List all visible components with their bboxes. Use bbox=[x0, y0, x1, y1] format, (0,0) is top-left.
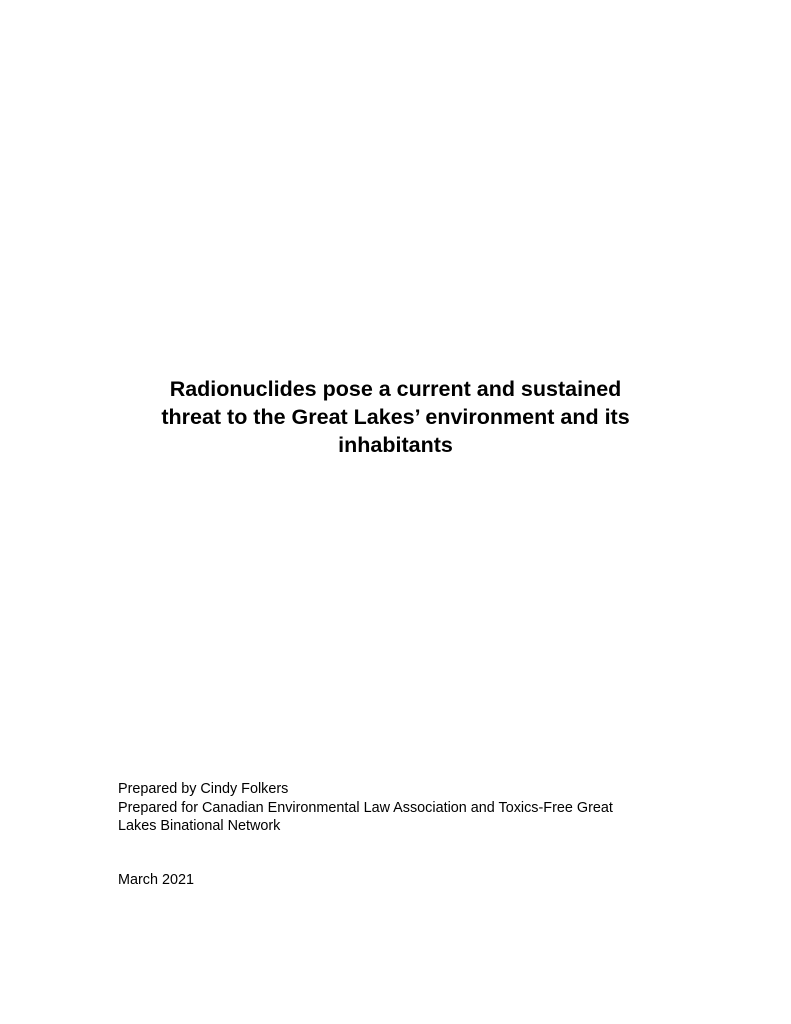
prepared-by-text: Prepared by Cindy Folkers bbox=[118, 781, 289, 797]
document-date: March 2021 bbox=[118, 872, 194, 888]
credits-block bbox=[118, 780, 718, 836]
title-line-3: inhabitants bbox=[338, 433, 453, 457]
document-title bbox=[118, 375, 673, 459]
prepared-for-line-2: Lakes Binational Network bbox=[118, 818, 281, 834]
title-line-2: threat to the Great Lakes’ environment and its bbox=[161, 405, 630, 429]
prepared-for-line-1: Prepared for Canadian Environmental Law Association and Toxics-Free Great bbox=[118, 799, 613, 816]
title-line-1: Radionuclides pose a current and sustained bbox=[169, 377, 622, 401]
